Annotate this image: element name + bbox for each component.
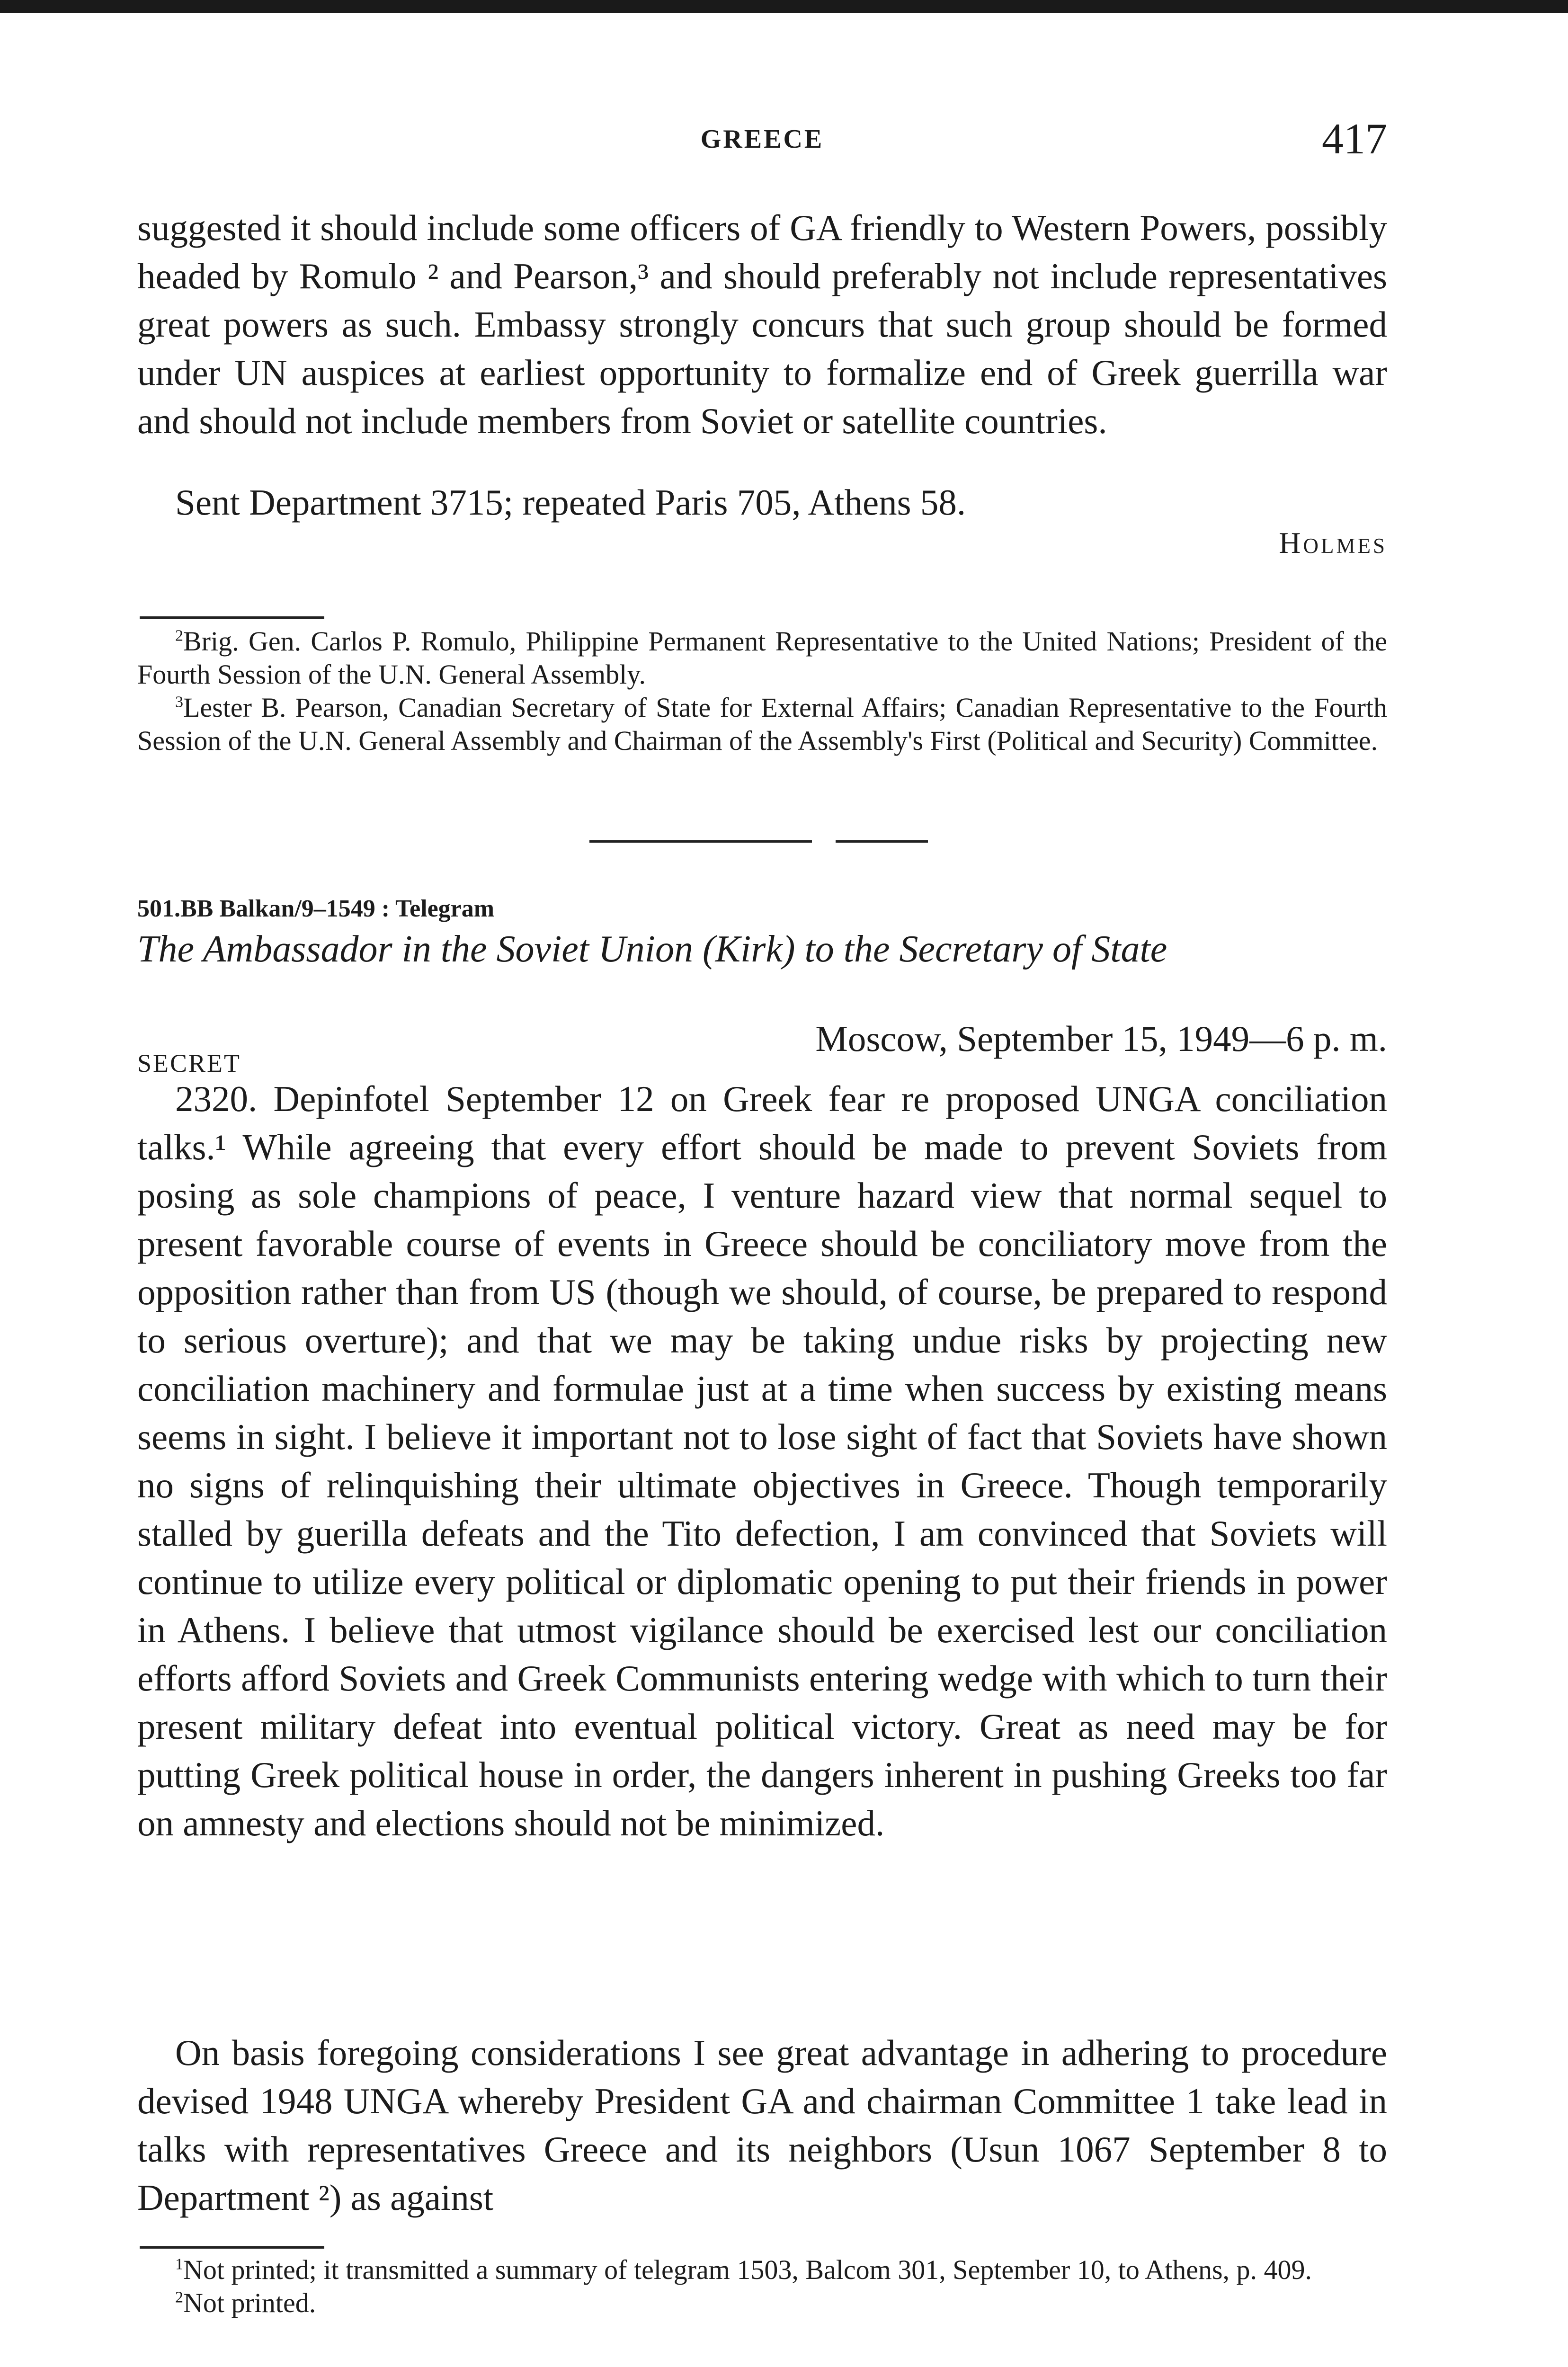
footnotes-bottom [137,2253,1387,2320]
sent-line: Sent Department 3715; repeated Paris 705, Athens 58. [175,482,966,523]
signature: Holmes [1279,526,1387,560]
footnote-pearson: $^3$Lester B. Pearson, Canadian Secretary of State for External Affairs; Canadian Representative to the Fourth Session of the U.N. General Assembly and Chairman of the Assembly's First (Political and Security) Committee. [137,692,1387,756]
telegram-paragraph-1: 2320. Depinfotel September 12 on Greek fear re proposed UNGA conciliation talks.¹ While agreeing that every effort should be made to prevent Soviets from posing as sole champions of peace, I venture hazard view that normal sequel to present favorable course of events in Greece should be conciliatory move from the opposition rather than from US (though we should, of course, be prepared to respond to serious overture); and that we may be taking undue risks by projecting new conciliation machinery and formulae just at a time when success by existing means seems in sight. I believe it important not to lose sight of fact that Soviets have shown no signs of relinquishing their ultimate objectives in Greece. Though temporarily stalled by guerilla defeats and the Tito defection, I am convinced that Soviets will continue to utilize every political or diplomatic opening to put their friends in power in Athens. I believe that utmost vigilance should be exercised lest our conciliation efforts afford Soviets and Greek Communists entering wedge with which to turn their present military defeat into eventual political victory. Great as need may be for putting Greek political house in order, the dangers inherent in pushing Greeks too far on amnesty and elections should not be minimized. [137,1078,1387,1843]
page-number: 417 [1322,115,1387,163]
footnotes-top [137,625,1387,757]
dateline: Moscow, September 15, 1949—6 p. m. [815,1018,1387,1059]
telegram-paragraph-2: On basis foregoing considerations I see great advantage in adhering to procedure devised 1948 UNGA whereby President GA and chairman Committee 1 take lead in talks with representatives Greece and its neighbors (Usun 1067 September 8 to Department ²) as against [137,2032,1387,2218]
footnote-rule [140,616,324,619]
footnote-romulo: $^2$Brig. Gen. Carlos P. Romulo, Philippine Permanent Representative to the United Nations; President of the Fourth Session of the U.N. General Assembly. [137,626,1387,690]
running-head: GREECE [700,125,824,154]
footnote-rule-bottom [140,2246,324,2249]
section-separator-right [836,840,928,843]
document-title: The Ambassador in the Soviet Union (Kirk) to the Secretary of State [137,928,1167,970]
page-top-border [0,0,1568,13]
footnote-not-printed-2: $^2$Not printed. [175,2287,316,2318]
continuation-paragraph: suggested it should include some officers of GA friendly to Western Powers, possibly headed by Romulo ² and Pearson,³ and should preferably not include representatives great powers as such. Embassy strongly concurs that such group should be formed under UN auspices at earliest opportunity to formalize end of Greek guerrilla war and should not include members from Soviet or satellite countries. [137,207,1387,441]
page-header [137,114,1387,166]
section-separator-left [589,840,812,843]
classification-label: SECRET [137,1049,241,1077]
document-reference: 501.BB Balkan/9–1549 : Telegram [137,895,495,922]
footnote-not-printed-1: $^1$Not printed; it transmitted a summary of telegram 1503, Balcom 301, September 10, to Athens, p. 409. [175,2254,1312,2285]
